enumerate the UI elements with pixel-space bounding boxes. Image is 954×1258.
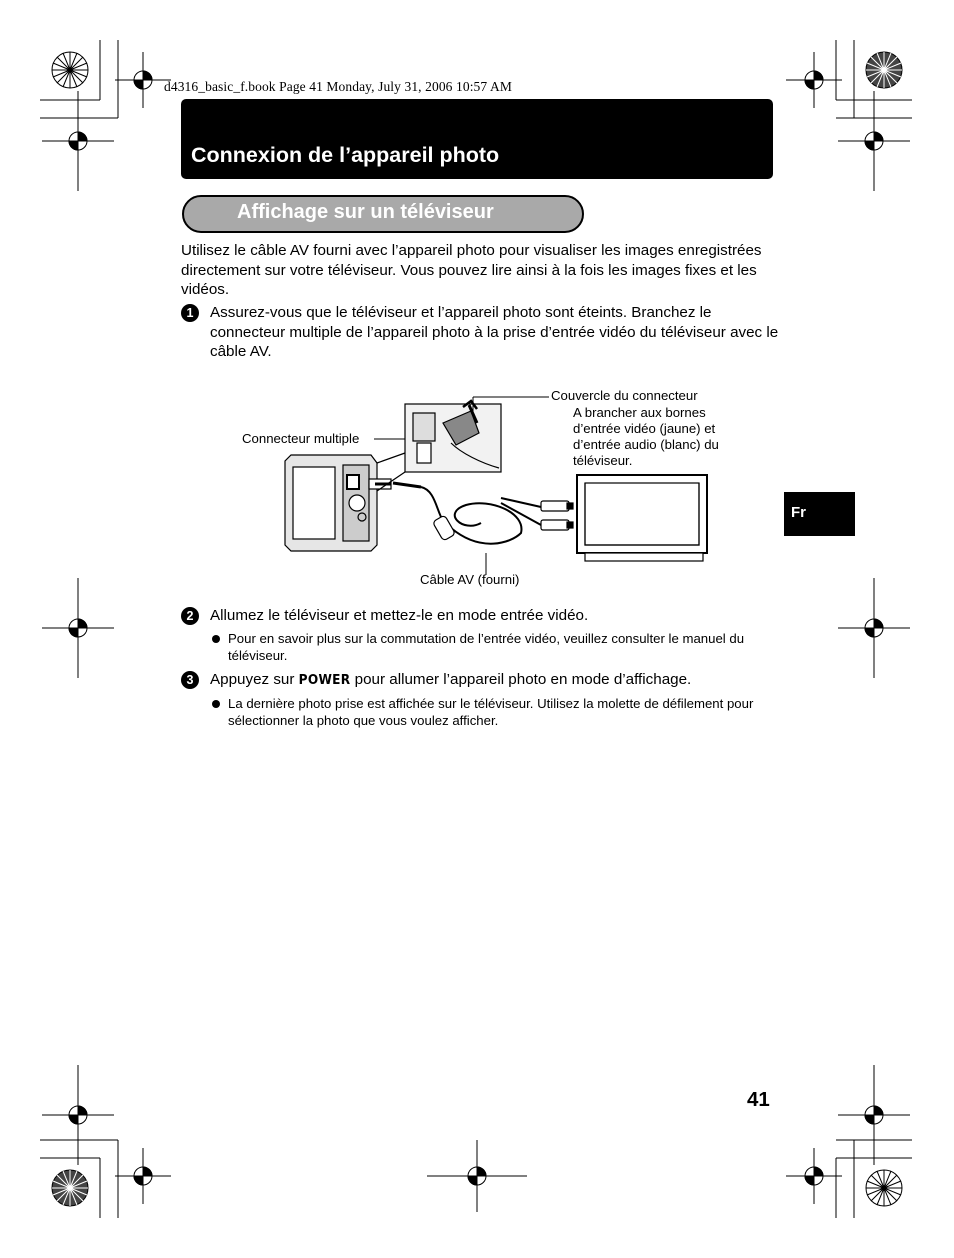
intro-paragraph: Utilisez le câble AV fourni avec l’appareil photo pour visualiser les images enregistrées directement sur votre téléviseur. Vous pouvez lire ainsi à la fois les images fixes et les vidéos. [181,242,762,299]
step-3-note-text: La dernière photo prise est affichée sur le téléviseur. Utilisez la molette de défilement pour sélectionner la photo que vous voulez afficher. [228,696,754,728]
section-title: Affichage sur un téléviseur [237,201,494,223]
label-plug-note-4: téléviseur. [573,453,633,468]
step-2 [181,606,781,626]
label-plug-note-1: A brancher aux bornes [573,405,706,420]
bullet-icon [212,700,220,708]
step-1 [181,303,781,362]
chapter-header [181,99,773,179]
step-3 [181,670,781,691]
step-3-note [212,695,772,729]
step-3-text-before: Appuyez sur [210,671,299,688]
chapter-title: Connexion de l’appareil photo [191,143,500,167]
language-tab [784,492,855,536]
step-1-text: Assurez-vous que le téléviseur et l’appareil photo sont éteints. Branchez le connecteur multiple de l’appareil photo à la prise d’entrée vidéo du téléviseur avec le câble AV. [210,304,779,361]
power-button-label: POWER [298,672,351,688]
label-connector-cover: Couvercle du connecteur [551,388,698,403]
step-2-text: Allumez le téléviseur et mettez-le en mode entrée vidéo. [210,607,589,624]
print-info-line: d4316_basic_f.book Page 41 Monday, July 31, 2006 10:57 AM [164,79,512,94]
label-plug-note-2: d’entrée vidéo (jaune) et [573,421,716,436]
step-number-1: 1 [181,304,199,322]
step-3-text [210,670,781,691]
step-2-note-text: Pour en savoir plus sur la commutation de l’entrée vidéo, veuillez consulter le manuel du téléviseur. [228,631,745,663]
section-header [182,195,584,233]
label-av-cable: Câble AV (fourni) [420,572,520,587]
step-number-3: 3 [181,671,199,689]
label-multi-connector: Connecteur multiple [242,431,360,446]
page-number: 41 [747,1088,770,1111]
step-3-text-after: pour allumer l’appareil photo en mode d’affichage. [350,671,692,688]
label-plug-note-3: d’entrée audio (blanc) du [573,437,719,452]
bullet-icon [212,635,220,643]
step-number-2: 2 [181,607,199,625]
connection-figure [181,383,781,593]
step-2-note [212,630,772,664]
language-tab-label: Fr [791,504,806,521]
